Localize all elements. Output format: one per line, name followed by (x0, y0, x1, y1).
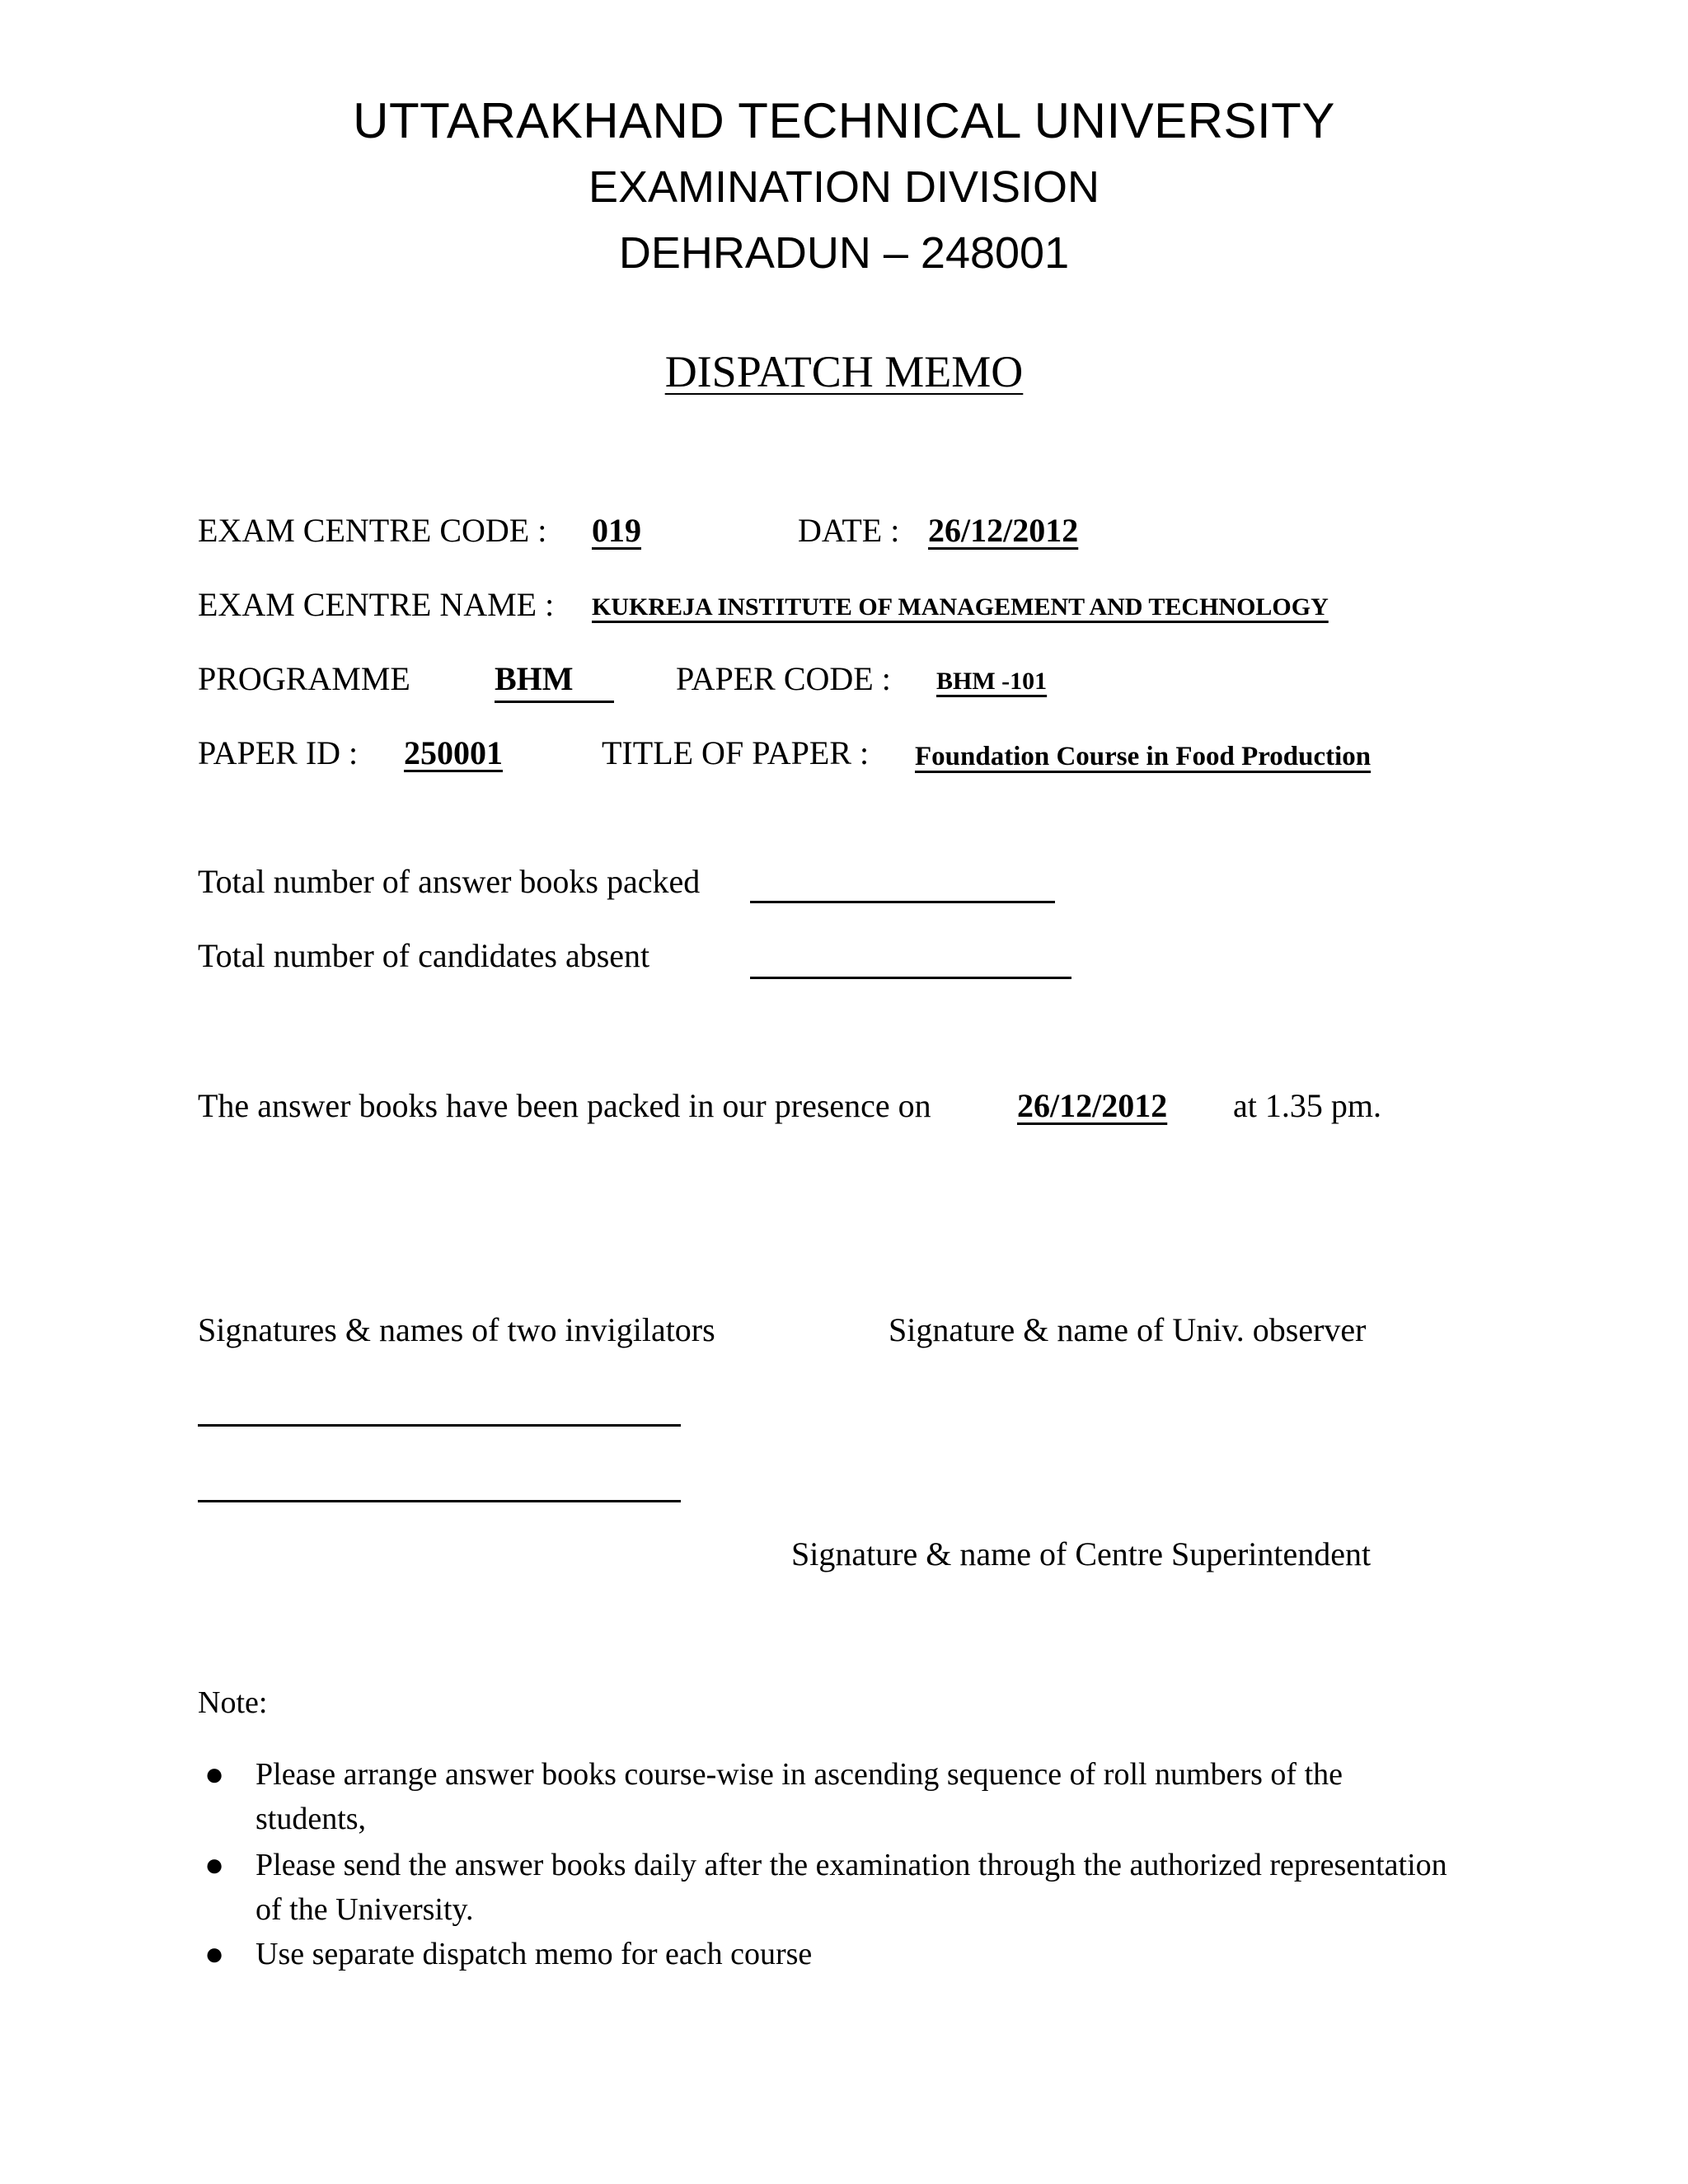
centre-name-label: EXAM CENTRE NAME : (198, 586, 555, 623)
bullet-icon: ● (204, 1846, 225, 1883)
centre-name-value: KUKREJA INSTITUTE OF MANAGEMENT AND TECHNOLOGY (592, 593, 1329, 621)
packing-time: at 1.35 pm. (1233, 1087, 1381, 1124)
bullet-icon: ● (204, 1755, 225, 1793)
invigilator-2-signature-line[interactable] (198, 1500, 681, 1502)
absent-label: Total number of candidates absent (198, 937, 650, 974)
paper-id-label: PAPER ID : (198, 734, 359, 771)
university-name: UTTARAKHAND TECHNICAL UNIVERSITY (353, 93, 1335, 148)
invigilator-1-signature-line[interactable] (198, 1424, 681, 1427)
title-label: TITLE OF PAPER : (602, 734, 870, 771)
note-item (204, 1843, 1459, 1932)
date-label: DATE : (798, 512, 900, 549)
city-address: DEHRADUN – 248001 (618, 228, 1070, 278)
superintendent-signature-label: Signature & name of Centre Superintendent (791, 1535, 1372, 1572)
date-value: 26/12/2012 (928, 512, 1079, 549)
packed-blank[interactable] (750, 865, 1055, 903)
memo-title-text: DISPATCH MEMO (664, 347, 1024, 396)
paper-code-label: PAPER CODE : (676, 660, 891, 697)
programme-label: PROGRAMME (198, 660, 410, 697)
note-list (204, 1752, 1459, 1976)
paper-code-value: BHM -101 (936, 668, 1048, 695)
note-item-text: Please send the answer books daily after the examination through the authorized representation of the University. (256, 1848, 1447, 1927)
note-label: Note: (198, 1685, 268, 1720)
packed-label: Total number of answer books packed (198, 863, 701, 900)
invigilators-signature-label: Signatures & names of two invigilators (198, 1311, 715, 1348)
packing-date: 26/12/2012 (1017, 1087, 1168, 1124)
note-item (204, 1932, 1459, 1976)
paper-id-value: 250001 (404, 734, 503, 771)
memo-title (0, 346, 1688, 397)
note-item-text: Use separate dispatch memo for each course (256, 1937, 813, 1971)
title-value: Foundation Course in Food Production (915, 742, 1372, 771)
note-item-text: Please arrange answer books course-wise in ascending sequence of roll numbers of the students, (256, 1757, 1343, 1836)
division-name: EXAMINATION DIVISION (588, 162, 1100, 212)
bullet-icon: ● (204, 1935, 225, 1972)
programme-value: BHM (495, 659, 614, 703)
centre-code-label: EXAM CENTRE CODE : (198, 512, 547, 549)
centre-code-value: 019 (592, 512, 641, 549)
absent-blank[interactable] (750, 940, 1071, 979)
packing-statement: The answer books have been packed in our presence on (198, 1087, 931, 1124)
note-item (204, 1752, 1459, 1841)
observer-signature-label: Signature & name of Univ. observer (889, 1311, 1367, 1348)
